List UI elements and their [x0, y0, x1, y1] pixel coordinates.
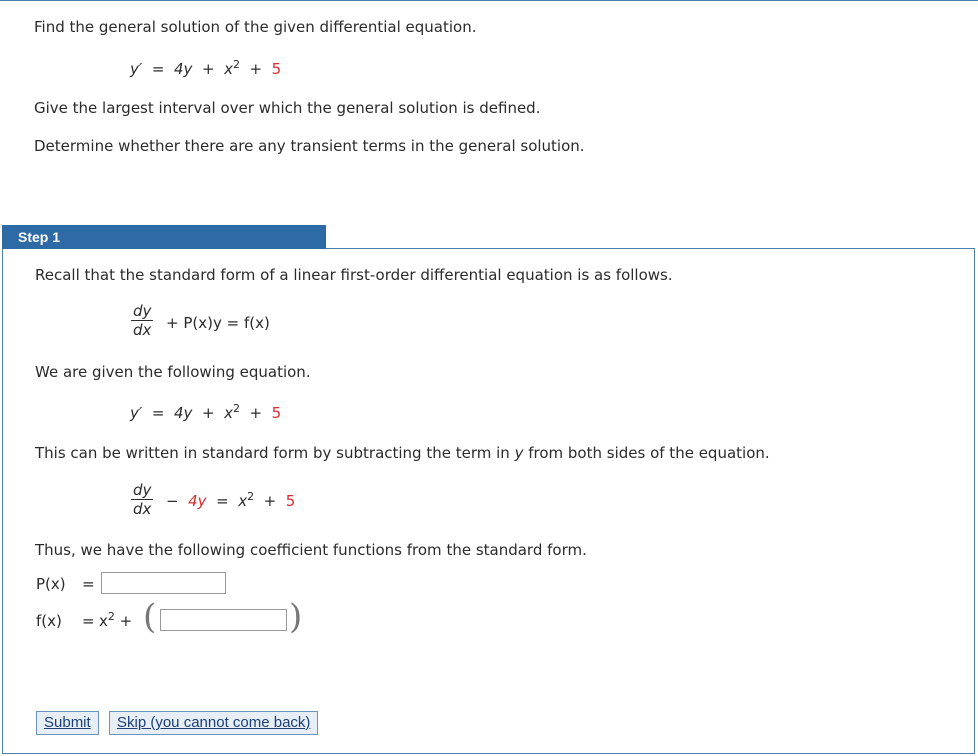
f-exponent: 2 [107, 610, 115, 623]
sf-denominator: dx [133, 500, 152, 518]
sf-exponent: 2 [247, 490, 255, 503]
subtract-variable: y [514, 444, 524, 462]
f-term-x: x [99, 612, 108, 630]
std-form-denominator: dx [133, 321, 152, 339]
problem-equation [130, 60, 281, 78]
sf-fraction [131, 482, 153, 518]
eq-term-4y: 4y [173, 60, 193, 78]
sf-term-x: x [238, 492, 248, 510]
sf-rest [166, 492, 295, 510]
sf-minus: − [166, 492, 179, 510]
eq-lhs: y′ [130, 60, 143, 78]
thus-text: Thus, we have the following coefficient functions from the standard form. [35, 541, 587, 559]
f-plus: + [119, 612, 133, 630]
eq-term-x: x [224, 60, 233, 78]
subtract-text-part-2: from both sides of the equation. [523, 444, 770, 462]
given-exponent: 2 [232, 402, 240, 415]
sf-plus: + [263, 492, 277, 510]
given-equation [130, 404, 281, 422]
f-answer-input[interactable] [160, 609, 287, 631]
open-paren: ( [143, 597, 157, 637]
problem-prompt: Find the general solution of the given differential equation. [34, 18, 477, 36]
recall-text: Recall that the standard form of a linear first-order differential equation is as follows. [35, 266, 673, 284]
p-label: P(x) [36, 575, 66, 593]
eq-exponent: 2 [232, 58, 240, 71]
subtract-text-part-1: This can be written in standard form by subtracting the term in [35, 444, 515, 462]
given-equals: = [151, 404, 165, 422]
given-text: We are given the following equation. [35, 363, 311, 381]
std-form-fraction [131, 303, 153, 339]
eq-plus-2: + [249, 60, 263, 78]
std-form-rest: + P(x)y = f(x) [166, 314, 270, 332]
p-equals: = [82, 575, 95, 593]
sf-numerator: dy [133, 481, 152, 499]
f-equals: = [82, 612, 95, 630]
given-term-4y: 4y [173, 404, 193, 422]
eq-constant: 5 [271, 60, 282, 78]
step-title: Step 1 [2, 225, 326, 249]
p-answer-input[interactable] [101, 572, 226, 594]
f-expression [99, 612, 132, 630]
close-paren: ) [289, 597, 303, 637]
transient-question: Determine whether there are any transient terms in the general solution. [34, 137, 585, 155]
std-form-numerator: dy [133, 302, 152, 320]
given-plus-1: + [201, 404, 215, 422]
given-term-x: x [224, 404, 233, 422]
sf-constant: 5 [285, 492, 296, 510]
eq-plus-1: + [201, 60, 215, 78]
interval-question: Give the largest interval over which the general solution is defined. [34, 99, 541, 117]
top-divider [0, 0, 978, 1]
f-label: f(x) [36, 612, 62, 630]
eq-equals: = [151, 60, 165, 78]
subtract-text [35, 444, 770, 462]
sf-term-4y: 4y [188, 492, 207, 510]
given-lhs: y′ [130, 404, 143, 422]
given-plus-2: + [249, 404, 263, 422]
sf-equals: = [216, 492, 229, 510]
skip-button[interactable]: Skip (you cannot come back) [109, 711, 318, 735]
submit-button[interactable]: Submit [36, 711, 99, 735]
given-constant: 5 [271, 404, 282, 422]
